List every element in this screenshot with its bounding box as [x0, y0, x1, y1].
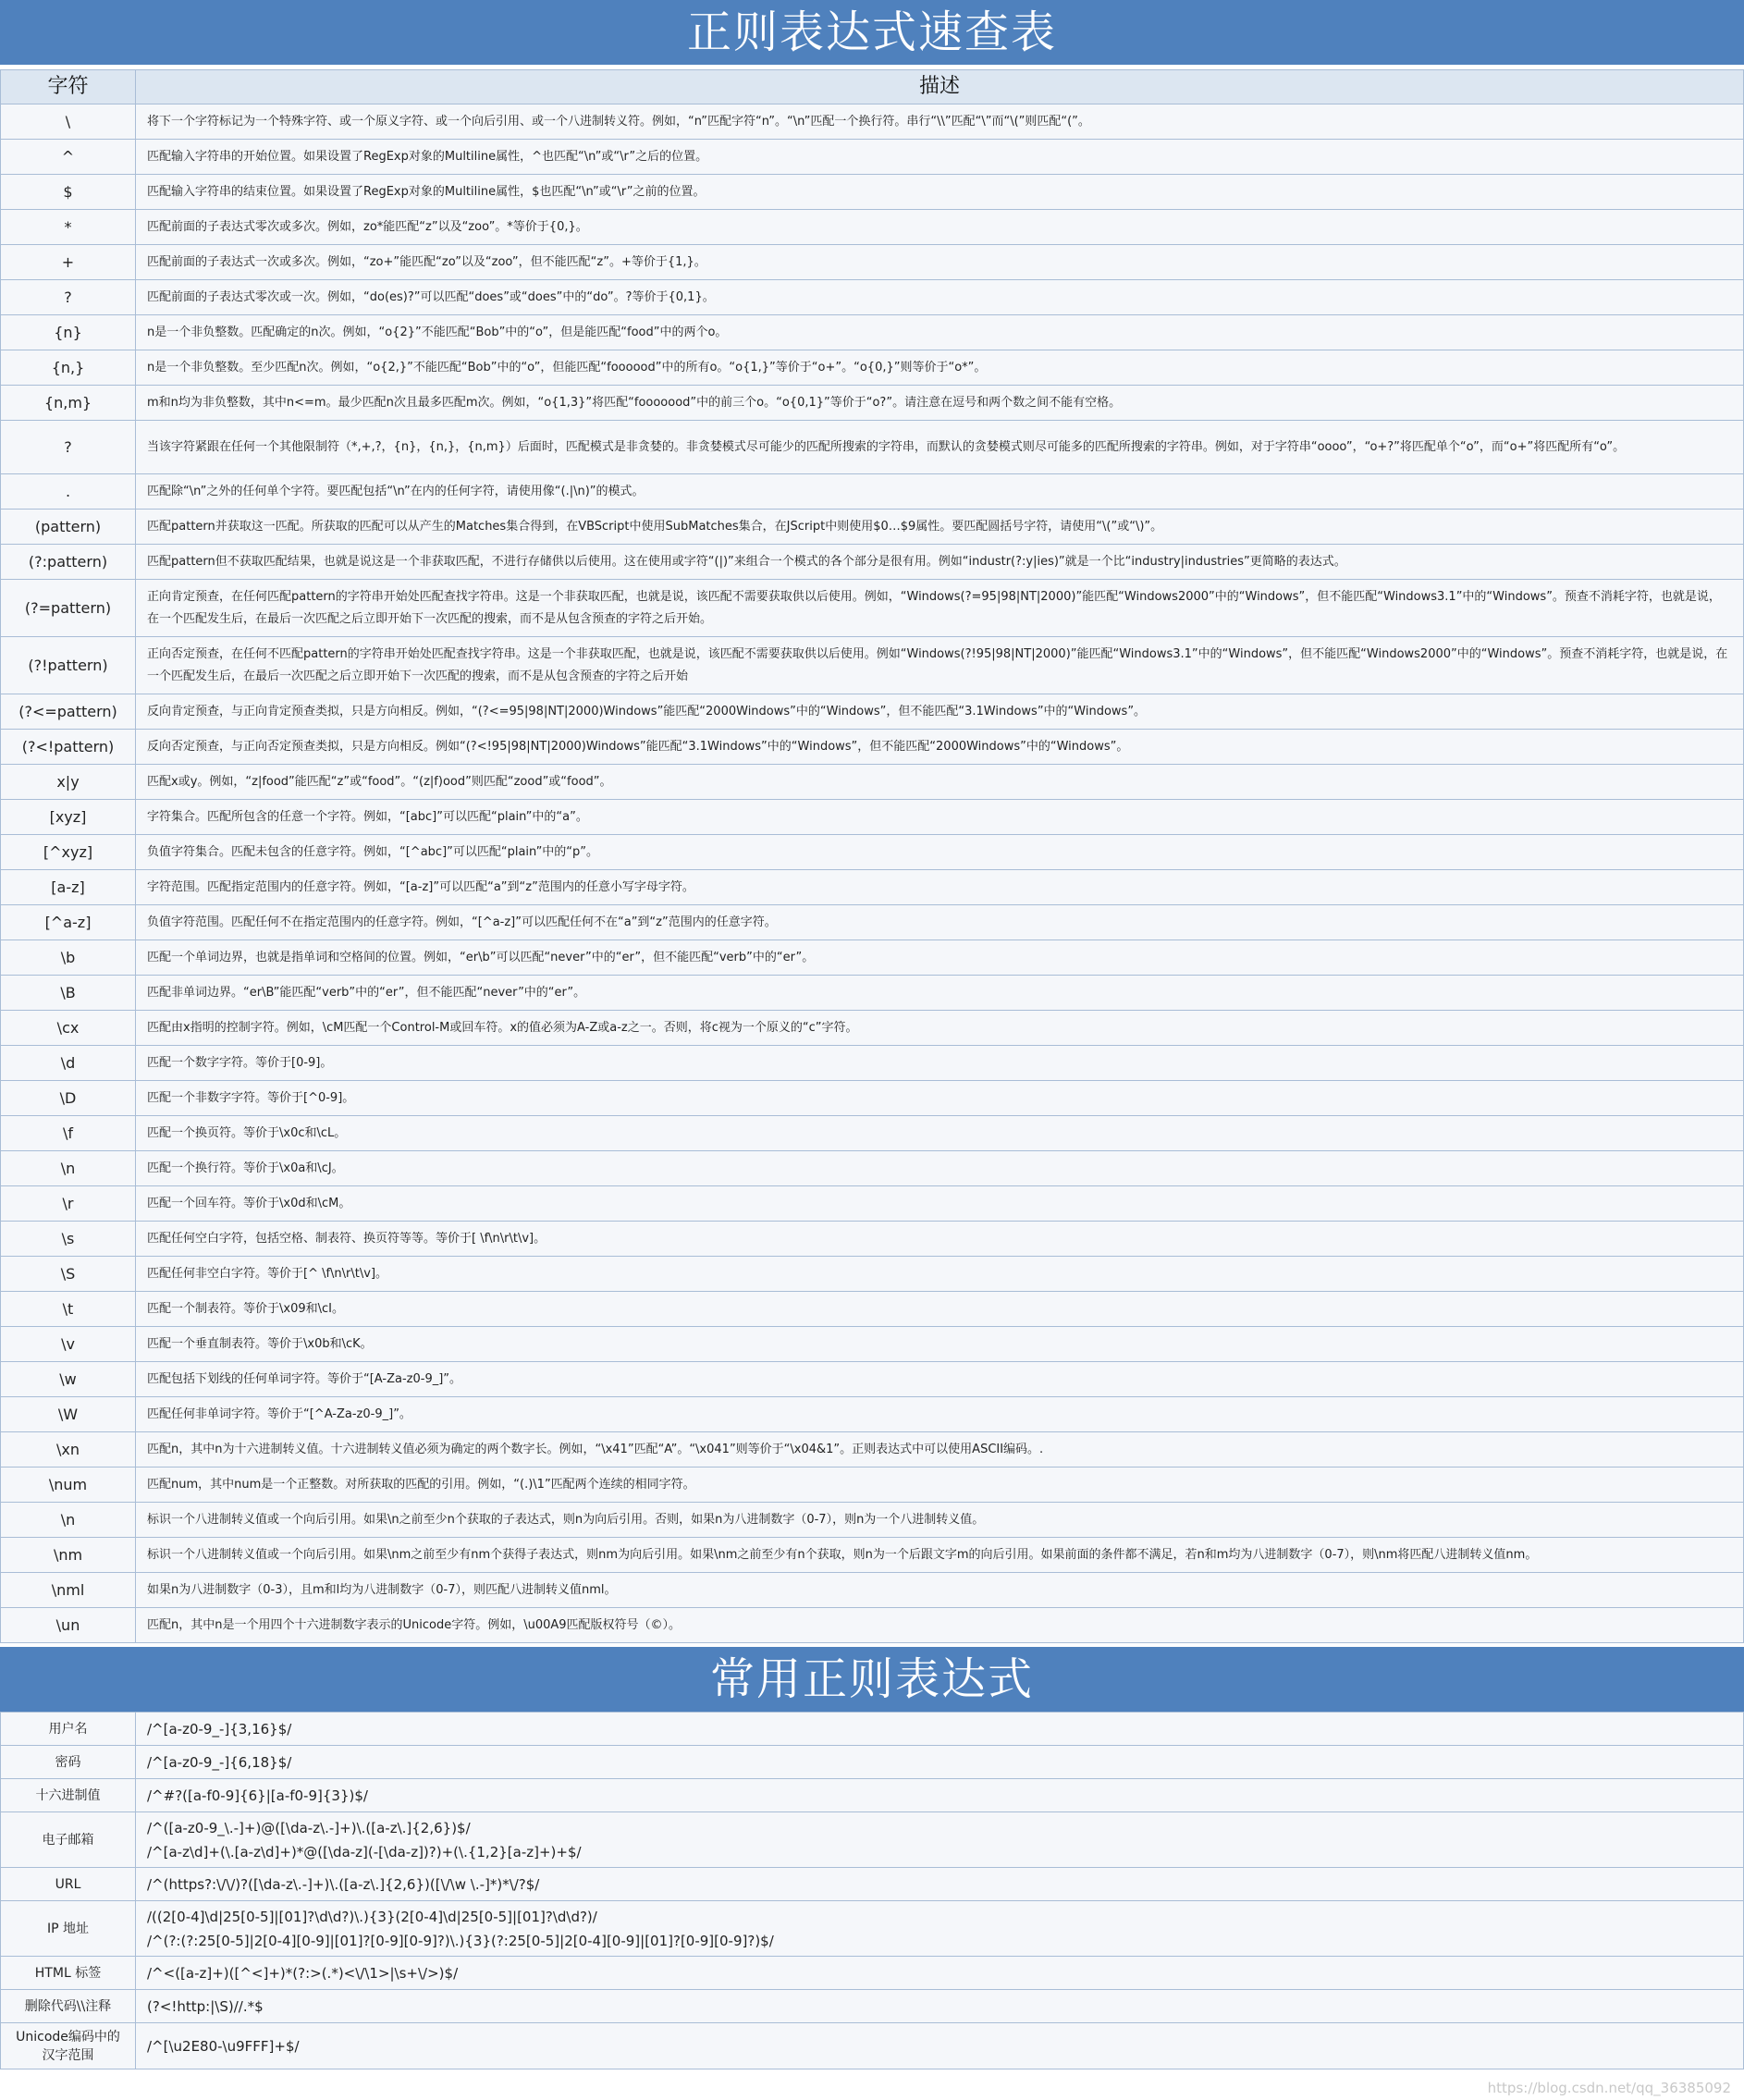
regex-cell [136, 1990, 1744, 2023]
desc-cell: 匹配任何非空白字符。等价于[^ \f\n\r\t\v]。 [136, 1257, 1744, 1292]
desc-cell: 匹配一个换行符。等价于\x0a和\cJ。 [136, 1151, 1744, 1186]
regex-row [1, 1812, 1744, 1868]
table-row [1, 1186, 1744, 1222]
char-cell: . [1, 474, 136, 510]
desc-cell: 匹配一个非数字字符。等价于[^0-9]。 [136, 1081, 1744, 1116]
regex-line: /^#?([a-f0-9]{6}|[a-f0-9]{3})$/ [147, 1787, 368, 1804]
char-cell: \s [1, 1222, 136, 1257]
regex-name-cell: HTML 标签 [1, 1957, 136, 1990]
desc-cell: 字符范围。匹配指定范围内的任意字符。例如，“[a-z]”可以匹配“a”到“z”范围内的任意小写字母字符。 [136, 870, 1744, 905]
table-row [1, 104, 1744, 140]
char-cell: \nml [1, 1573, 136, 1608]
table-row [1, 1222, 1744, 1257]
table-row [1, 905, 1744, 940]
table-row [1, 940, 1744, 976]
desc-cell: 匹配由x指明的控制字符。例如，\cM匹配一个Control-M或回车符。x的值必须为A-Z或a-z之一。否则，将c视为一个原义的“c”字符。 [136, 1011, 1744, 1046]
table-row [1, 474, 1744, 510]
char-cell: \n [1, 1151, 136, 1186]
table-row [1, 1081, 1744, 1116]
table-row [1, 1362, 1744, 1397]
regex-line: /^[\u2E80-\u9FFF]+$/ [147, 2037, 300, 2055]
char-cell: \cx [1, 1011, 136, 1046]
regex-name-cell: IP 地址 [1, 1901, 136, 1957]
char-cell: \f [1, 1116, 136, 1151]
char-cell: \num [1, 1468, 136, 1503]
table-row [1, 1397, 1744, 1432]
desc-cell: 匹配前面的子表达式一次或多次。例如，“zo+”能匹配“zo”以及“zoo”，但不能匹配“z”。+等价于{1,}。 [136, 245, 1744, 280]
regex-name-cell: 密码 [1, 1746, 136, 1779]
desc-cell: 匹配一个单词边界，也就是指单词和空格间的位置。例如，“er\b”可以匹配“never”中的“er”，但不能匹配“verb”中的“er”。 [136, 940, 1744, 976]
desc-cell: 匹配num，其中num是一个正整数。对所获取的匹配的引用。例如，“(.)\1”匹配两个连续的相同字符。 [136, 1468, 1744, 1503]
regex-line: (?<!http:|\S)//.*$ [147, 1997, 264, 2015]
cheatsheet-table [0, 69, 1744, 1643]
char-cell: \r [1, 1186, 136, 1222]
char-cell: \un [1, 1608, 136, 1643]
char-cell: [a-z] [1, 870, 136, 905]
regex-cell [136, 1713, 1744, 1746]
regex-row [1, 1990, 1744, 2023]
table-row [1, 1046, 1744, 1081]
regex-row [1, 1901, 1744, 1957]
desc-cell: 匹配pattern并获取这一匹配。所获取的匹配可以从产生的Matches集合得到，在VBScript中使用SubMatches集合，在JScript中则使用$0…$9属性。要匹配圆括号字符，请使用“\(”或“\)”。 [136, 510, 1744, 545]
char-cell: \n [1, 1503, 136, 1538]
regex-cell [136, 1901, 1744, 1957]
regex-name-cell: 删除代码\\注释 [1, 1990, 136, 2023]
table-row [1, 1608, 1744, 1643]
desc-cell: 标识一个八进制转义值或一个向后引用。如果\n之前至少n个获取的子表达式，则n为向后引用。否则，如果n为八进制数字（0-7），则n为一个八进制转义值。 [136, 1503, 1744, 1538]
desc-cell: 匹配一个垂直制表符。等价于\x0b和\cK。 [136, 1327, 1744, 1362]
column-header-char: 字符 [1, 70, 136, 104]
desc-cell: 反向否定预查，与正向否定预查类拟，只是方向相反。例如“(?<!95|98|NT|2000)Windows”能匹配“3.1Windows”中的“Windows”，但不能匹配“2000Windows”中的“Windows”。 [136, 730, 1744, 765]
regex-row [1, 2023, 1744, 2069]
char-cell: (pattern) [1, 510, 136, 545]
desc-cell: 反向肯定预查，与正向肯定预查类拟，只是方向相反。例如，“(?<=95|98|NT|2000)Windows”能匹配“2000Windows”中的“Windows”，但不能匹配“3.1Windows”中的“Windows”。 [136, 694, 1744, 730]
table-row [1, 730, 1744, 765]
desc-cell: 匹配一个换页符。等价于\x0c和\cL。 [136, 1116, 1744, 1151]
char-cell: \b [1, 940, 136, 976]
regex-name-cell: 用户名 [1, 1713, 136, 1746]
regex-name-cell: 十六进制值 [1, 1779, 136, 1812]
char-cell: [^xyz] [1, 835, 136, 870]
desc-cell: 负值字符范围。匹配任何不在指定范围内的任意字符。例如，“[^a-z]”可以匹配任何不在“a”到“z”范围内的任意字符。 [136, 905, 1744, 940]
table-row [1, 637, 1744, 694]
regex-line: /^[a-z0-9_-]{6,18}$/ [147, 1753, 292, 1771]
regex-line-alt: /^(?:(?:25[0-5]|2[0-4][0-9]|[01]?[0-9][0-9]?)\.){3}(?:25[0-5]|2[0-4][0-9]|[01]?[0-9][0-9]?)$/ [147, 1932, 774, 1949]
char-cell: [xyz] [1, 800, 136, 835]
regex-cell [136, 1812, 1744, 1868]
table-row [1, 421, 1744, 474]
desc-cell: n是一个非负整数。匹配确定的n次。例如，“o{2}”不能匹配“Bob”中的“o”，但是能匹配“food”中的两个o。 [136, 315, 1744, 350]
char-cell: {n,m} [1, 386, 136, 421]
table-row [1, 976, 1744, 1011]
desc-cell: 匹配n，其中n为十六进制转义值。十六进制转义值必须为确定的两个数字长。例如，“\x41”匹配“A”。“\x041”则等价于“\x04&1”。正则表达式中可以使用ASCII编码。. [136, 1432, 1744, 1468]
char-cell: \nm [1, 1538, 136, 1573]
regex-line-alt: /^[a-z\d]+(\.[a-z\d]+)*@([\da-z](-[\da-z])?)+(\.{1,2}[a-z]+)+$/ [147, 1843, 582, 1861]
common-regex-table [0, 1712, 1744, 2069]
table-row [1, 545, 1744, 580]
regex-line: /^(https?:\/\/)?([\da-z\.-]+)\.([a-z\.]{2,6})([\/\w \.-]*)*\/?$/ [147, 1875, 540, 1893]
regex-row [1, 1713, 1744, 1746]
desc-cell: 匹配输入字符串的结束位置。如果设置了RegExp对象的Multiline属性，$也匹配“\n”或“\r”之前的位置。 [136, 175, 1744, 210]
desc-cell: 负值字符集合。匹配未包含的任意字符。例如，“[^abc]”可以匹配“plain”中的“p”。 [136, 835, 1744, 870]
desc-cell: 匹配任何非单词字符。等价于“[^A-Za-z0-9_]”。 [136, 1397, 1744, 1432]
char-cell: ^ [1, 140, 136, 175]
header-row [1, 70, 1744, 104]
char-cell: * [1, 210, 136, 245]
table-row [1, 1257, 1744, 1292]
char-cell: + [1, 245, 136, 280]
char-cell: \w [1, 1362, 136, 1397]
table-row [1, 1011, 1744, 1046]
char-cell: \t [1, 1292, 136, 1327]
regex-row [1, 1957, 1744, 1990]
desc-cell: 如果n为八进制数字（0-3），且m和l均为八进制数字（0-7），则匹配八进制转义值nml。 [136, 1573, 1744, 1608]
table-row [1, 870, 1744, 905]
table-row [1, 765, 1744, 800]
table-row [1, 1151, 1744, 1186]
regex-cell [136, 1957, 1744, 1990]
table-row [1, 835, 1744, 870]
table-row [1, 350, 1744, 386]
char-cell: \v [1, 1327, 136, 1362]
table-row [1, 1573, 1744, 1608]
desc-cell: 字符集合。匹配所包含的任意一个字符。例如，“[abc]”可以匹配“plain”中的“a”。 [136, 800, 1744, 835]
char-cell: ? [1, 421, 136, 474]
desc-cell: 匹配x或y。例如，“z|food”能匹配“z”或“food”。“(z|f)ood”则匹配“zood”或“food”。 [136, 765, 1744, 800]
regex-row [1, 1868, 1744, 1901]
table-row [1, 800, 1744, 835]
table-row [1, 1116, 1744, 1151]
desc-cell: 匹配一个数字字符。等价于[0-9]。 [136, 1046, 1744, 1081]
char-cell: \W [1, 1397, 136, 1432]
table-row [1, 580, 1744, 637]
desc-cell: 匹配非单词边界。“er\B”能匹配“verb”中的“er”，但不能匹配“never”中的“er”。 [136, 976, 1744, 1011]
common-regex-title: 常用正则表达式 [0, 1647, 1744, 1712]
char-cell: (?<=pattern) [1, 694, 136, 730]
regex-cell [136, 1868, 1744, 1901]
char-cell: (?:pattern) [1, 545, 136, 580]
table-row [1, 1503, 1744, 1538]
table-row [1, 1468, 1744, 1503]
desc-cell: m和n均为非负整数，其中n<=m。最少匹配n次且最多匹配m次。例如，“o{1,3}”将匹配“fooooood”中的前三个o。“o{0,1}”等价于“o?”。请注意在逗号和两个数之间不能有空格。 [136, 386, 1744, 421]
desc-cell: 匹配n，其中n是一个用四个十六进制数字表示的Unicode字符。例如，\u00A9匹配版权符号（©）。 [136, 1608, 1744, 1643]
regex-cell [136, 1746, 1744, 1779]
table-row [1, 280, 1744, 315]
table-row [1, 175, 1744, 210]
desc-cell: 匹配除“\n”之外的任何单个字符。要匹配包括“\n”在内的任何字符，请使用像“(.|\n)”的模式。 [136, 474, 1744, 510]
desc-cell: 标识一个八进制转义值或一个向后引用。如果\nm之前至少有nm个获得子表达式，则nm为向后引用。如果\nm之前至少有n个获取，则n为一个后跟文字m的向后引用。如果前面的条件都不满足，若n和m均为八进制数字（0-7），则\nm将匹配八进制转义值nm。 [136, 1538, 1744, 1573]
column-header-desc: 描述 [136, 70, 1744, 104]
table-row [1, 245, 1744, 280]
regex-name-cell: 电子邮箱 [1, 1812, 136, 1868]
table-row [1, 315, 1744, 350]
regex-name-cell: Unicode编码中的汉字范围 [1, 2023, 136, 2069]
regex-row [1, 1746, 1744, 1779]
regex-row [1, 1779, 1744, 1812]
desc-cell: n是一个非负整数。至少匹配n次。例如，“o{2,}”不能匹配“Bob”中的“o”，但能匹配“foooood”中的所有o。“o{1,}”等价于“o+”。“o{0,}”则等价于“o*”。 [136, 350, 1744, 386]
cheatsheet-title: 正则表达式速查表 [0, 0, 1744, 65]
desc-cell: 匹配前面的子表达式零次或一次。例如，“do(es)?”可以匹配“does”或“does”中的“do”。?等价于{0,1}。 [136, 280, 1744, 315]
regex-cell [136, 2023, 1744, 2069]
desc-cell: 匹配一个制表符。等价于\x09和\cI。 [136, 1292, 1744, 1327]
char-cell: {n} [1, 315, 136, 350]
desc-cell: 当该字符紧跟在任何一个其他限制符（*,+,?，{n}，{n,}，{n,m}）后面时，匹配模式是非贪婪的。非贪婪模式尽可能少的匹配所搜索的字符串，而默认的贪婪模式则尽可能多的匹配所搜索的字符串。例如，对于字符串“oooo”，“o+?”将匹配单个“o”，而“o+”将匹配所有“o”。 [136, 421, 1744, 474]
char-cell: ? [1, 280, 136, 315]
char-cell: [^a-z] [1, 905, 136, 940]
regex-cell [136, 1779, 1744, 1812]
desc-cell: 匹配一个回车符。等价于\x0d和\cM。 [136, 1186, 1744, 1222]
regex-line: /^<([a-z]+)([^<]+)*(?:>(.*)<\/\1>|\s+\/>)$/ [147, 1964, 459, 1982]
char-cell: (?=pattern) [1, 580, 136, 637]
regex-line: /^([a-z0-9_\.-]+)@([\da-z\.-]+)\.([a-z\.]{2,6})$/ [147, 1819, 471, 1836]
desc-cell: 匹配包括下划线的任何单词字符。等价于“[A-Za-z0-9_]”。 [136, 1362, 1744, 1397]
table-row [1, 1432, 1744, 1468]
char-cell: \xn [1, 1432, 136, 1468]
char-cell: \B [1, 976, 136, 1011]
table-row [1, 694, 1744, 730]
desc-cell: 正向肯定预查，在任何匹配pattern的字符串开始处匹配查找字符串。这是一个非获取匹配，也就是说，该匹配不需要获取供以后使用。例如，“Windows(?=95|98|NT|2000)”能匹配“Windows2000”中的“Windows”，但不能匹配“Windows3.1”中的“Windows”。预查不消耗字符，也就是说，在一个匹配发生后，在最后一次匹配之后立即开始下一次匹配的搜索，而不是从包含预查的字符之后开始。 [136, 580, 1744, 637]
table-row [1, 1538, 1744, 1573]
regex-line: /^[a-z0-9_-]{3,16}$/ [147, 1720, 292, 1738]
char-cell: x|y [1, 765, 136, 800]
regex-name-cell: URL [1, 1868, 136, 1901]
desc-cell: 将下一个字符标记为一个特殊字符、或一个原义字符、或一个向后引用、或一个八进制转义符。例如，“n”匹配字符“n”。“\n”匹配一个换行符。串行“\\”匹配“\”而“\(”则匹配“(”。 [136, 104, 1744, 140]
table-row [1, 386, 1744, 421]
char-cell: \d [1, 1046, 136, 1081]
table-row [1, 140, 1744, 175]
char-cell: \D [1, 1081, 136, 1116]
char-cell: (?!pattern) [1, 637, 136, 694]
char-cell: \ [1, 104, 136, 140]
regex-line: /((2[0-4]\d|25[0-5]|[01]?\d\d?)\.){3}(2[0-4]\d|25[0-5]|[01]?\d\d?)/ [147, 1908, 597, 1925]
table-row [1, 1327, 1744, 1362]
watermark: https://blog.csdn.net/qq_36385092 [1487, 2080, 1731, 2096]
table-row [1, 210, 1744, 245]
table-row [1, 1292, 1744, 1327]
desc-cell: 匹配前面的子表达式零次或多次。例如，zo*能匹配“z”以及“zoo”。*等价于{0,}。 [136, 210, 1744, 245]
table-row [1, 510, 1744, 545]
char-cell: (?<!pattern) [1, 730, 136, 765]
desc-cell: 匹配任何空白字符，包括空格、制表符、换页符等等。等价于[ \f\n\r\t\v]。 [136, 1222, 1744, 1257]
char-cell: \S [1, 1257, 136, 1292]
char-cell: {n,} [1, 350, 136, 386]
char-cell: $ [1, 175, 136, 210]
desc-cell: 匹配pattern但不获取匹配结果，也就是说这是一个非获取匹配，不进行存储供以后使用。这在使用或字符“(|)”来组合一个模式的各个部分是很有用。例如“industr(?:y|ies)”就是一个比“industry|industries”更简略的表达式。 [136, 545, 1744, 580]
desc-cell: 正向否定预查，在任何不匹配pattern的字符串开始处匹配查找字符串。这是一个非获取匹配，也就是说，该匹配不需要获取供以后使用。例如“Windows(?!95|98|NT|2000)”能匹配“Windows3.1”中的“Windows”，但不能匹配“Windows2000”中的“Windows”。预查不消耗字符，也就是说，在一个匹配发生后，在最后一次匹配之后立即开始下一次匹配的搜索，而不是从包含预查的字符之后开始 [136, 637, 1744, 694]
desc-cell: 匹配输入字符串的开始位置。如果设置了RegExp对象的Multiline属性，^也匹配“\n”或“\r”之后的位置。 [136, 140, 1744, 175]
